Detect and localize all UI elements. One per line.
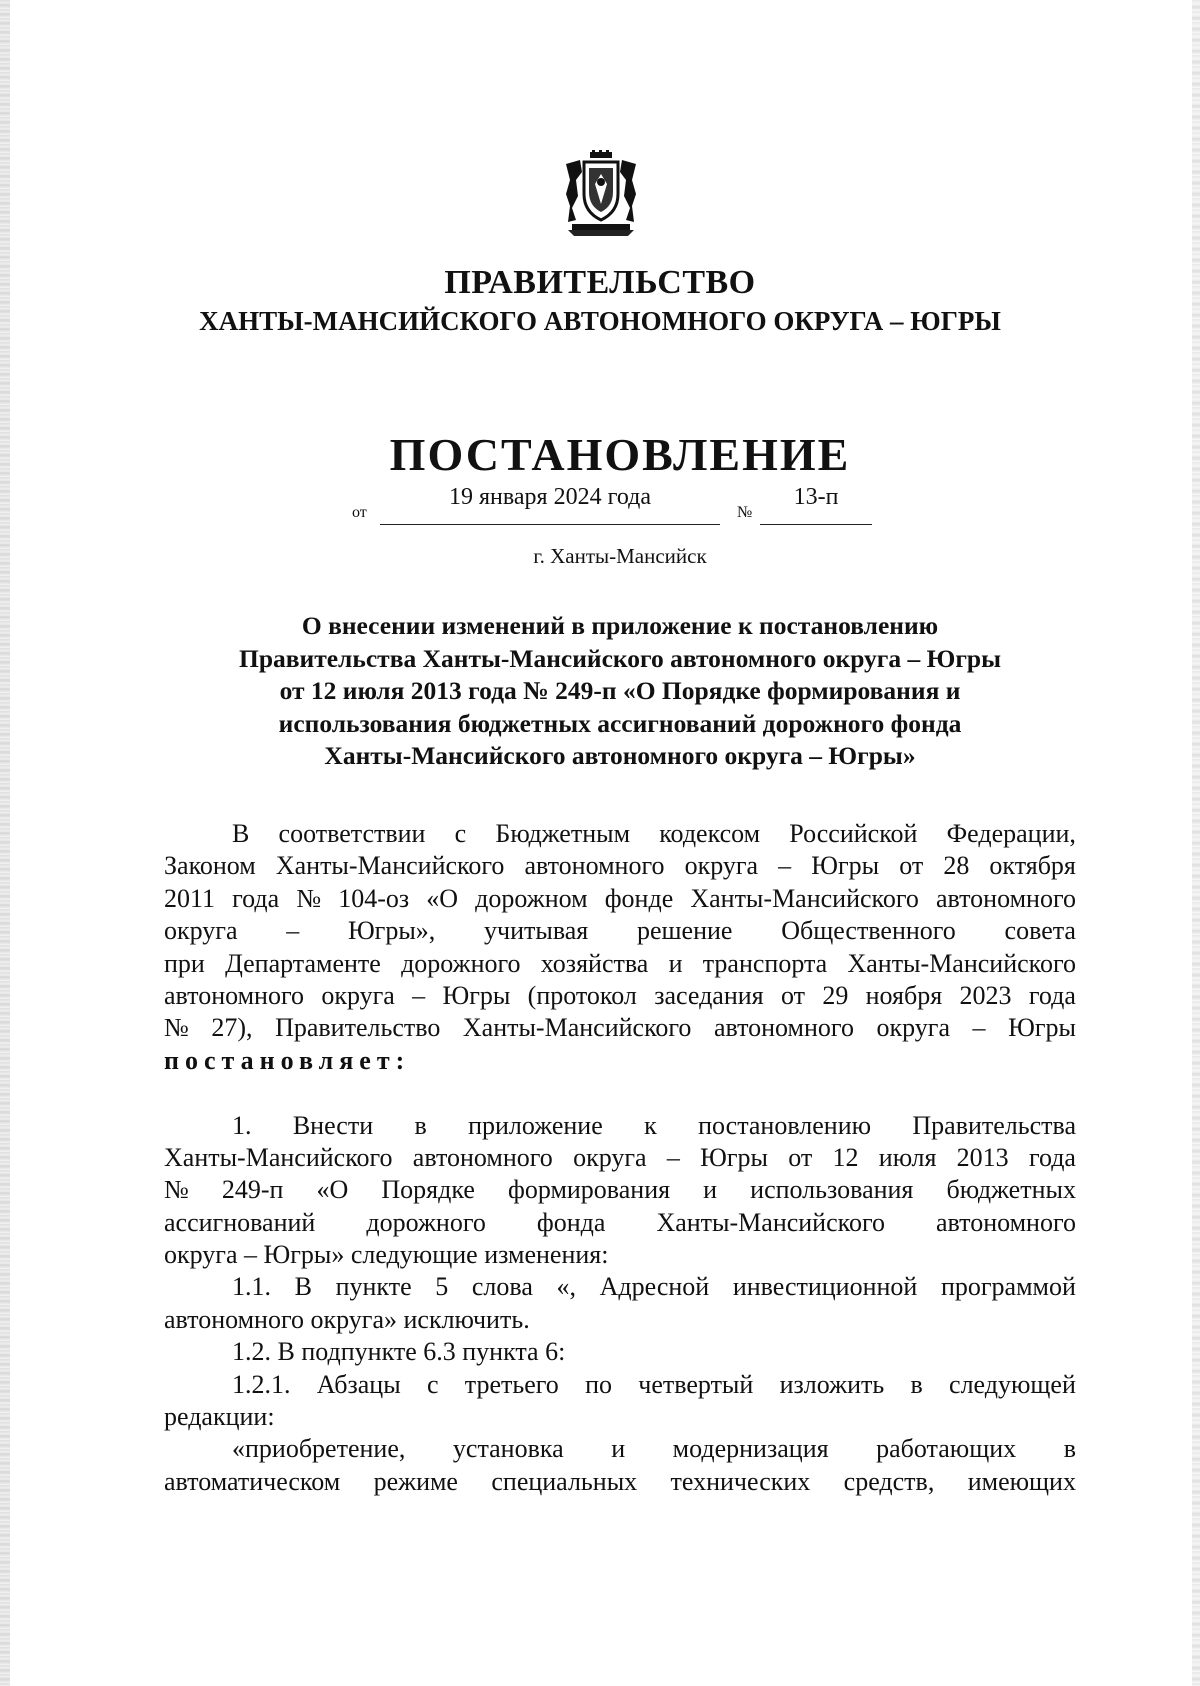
- item-line: [164, 1271, 1076, 1303]
- word: округа: [164, 916, 238, 946]
- word: режиме: [373, 1466, 458, 1496]
- quote-line: [164, 1466, 1076, 1498]
- word: решение: [637, 916, 733, 946]
- date-number-line: [0, 484, 1200, 524]
- word: Абзацы: [316, 1369, 401, 1399]
- word: автоматическом: [164, 1466, 341, 1496]
- word: совета: [1004, 916, 1076, 946]
- word: «,: [556, 1272, 576, 1302]
- word: установка: [452, 1434, 564, 1464]
- word: с: [426, 1369, 439, 1399]
- word: Югры: [442, 980, 511, 1010]
- scan-edge-right: [1192, 0, 1200, 1686]
- word: фонде: [604, 883, 674, 913]
- word: «О: [316, 1175, 349, 1205]
- word: В: [294, 1272, 312, 1302]
- word: Внести: [292, 1110, 374, 1140]
- word: следующей: [949, 1369, 1076, 1399]
- word: учитывая: [484, 916, 589, 946]
- word: округа: [684, 851, 759, 881]
- word: Ханты-Мансийского: [690, 883, 919, 913]
- item-line: [164, 1369, 1076, 1401]
- heading-line: от 12 июля 2013 года № 249-п «О Порядке формирования и: [279, 676, 961, 705]
- word: и: [668, 948, 683, 978]
- word: с: [454, 819, 467, 848]
- word: Адресной: [599, 1272, 710, 1302]
- word: 1.2.1.: [232, 1369, 291, 1399]
- word: Законом: [164, 851, 256, 881]
- resolves-word: постановляет:: [164, 1045, 411, 1075]
- number-prefix: №: [737, 504, 753, 521]
- item-line: [164, 1207, 1076, 1239]
- word: в: [414, 1110, 427, 1140]
- word: 12: [832, 1142, 859, 1172]
- word: 28: [943, 851, 970, 881]
- word: года: [232, 883, 280, 913]
- word: года: [1028, 980, 1076, 1010]
- word: четвертый: [638, 1369, 754, 1399]
- preamble-line: [164, 1012, 1076, 1044]
- word: Департаменте: [225, 948, 381, 978]
- word: №: [164, 1013, 189, 1043]
- word: Югры: [700, 1142, 768, 1172]
- word: инвестиционной: [732, 1272, 918, 1302]
- word: В: [232, 819, 250, 848]
- item-line: [164, 1142, 1076, 1174]
- word: округа: [321, 980, 395, 1010]
- word: и: [703, 1175, 718, 1205]
- word: от: [780, 980, 805, 1010]
- word: 1.: [232, 1110, 252, 1140]
- word: технических: [670, 1466, 811, 1496]
- word: Югры»,: [347, 916, 436, 946]
- word: модернизация: [672, 1434, 829, 1464]
- scan-edge-left: [0, 0, 10, 1686]
- word: фонда: [536, 1207, 606, 1237]
- word: №: [164, 1175, 189, 1205]
- word: –: [412, 980, 426, 1010]
- word: (протокол: [527, 980, 637, 1010]
- word: слова: [471, 1272, 533, 1302]
- word: Ханты-Мансийского: [847, 948, 1076, 978]
- word: Федерации,: [946, 819, 1076, 848]
- word: 27),: [211, 1013, 253, 1043]
- word: от: [788, 1142, 813, 1172]
- word: формирования: [507, 1175, 671, 1205]
- word: Правительства: [912, 1110, 1076, 1140]
- word: автономного: [713, 1013, 854, 1043]
- city: г. Ханты-Мансийск: [533, 544, 707, 568]
- date-prefix: от: [352, 504, 367, 521]
- item-line: округа – Югры» следующие изменения:: [164, 1240, 609, 1270]
- word: средств,: [843, 1466, 935, 1496]
- word: «О: [426, 883, 459, 913]
- word: автономного: [412, 1142, 553, 1172]
- coat-of-arms-icon: [562, 150, 640, 236]
- word: –: [778, 851, 792, 881]
- word: №: [296, 883, 322, 913]
- word: от: [899, 851, 924, 881]
- document-number: 13-п: [793, 484, 839, 510]
- paragraph-spacer: [164, 1077, 1076, 1109]
- word: дорожном: [475, 883, 588, 913]
- word: автономного: [936, 1207, 1076, 1237]
- word: 104-оз: [338, 883, 410, 913]
- word: Общественного: [781, 916, 956, 946]
- word: имеющих: [967, 1466, 1076, 1496]
- word: –: [286, 916, 300, 946]
- word: при: [164, 948, 205, 978]
- preamble-line: [164, 883, 1076, 915]
- word: Российской: [789, 819, 918, 848]
- word: транспорта: [702, 948, 828, 978]
- word: 2011: [164, 883, 216, 913]
- word: Ханты-Мансийского: [462, 1013, 692, 1043]
- word: Югры: [811, 851, 880, 881]
- word: округа: [876, 1013, 950, 1043]
- heading-line: использования бюджетных ассигнований дорожного фонда: [278, 708, 962, 738]
- word: приложение: [468, 1110, 603, 1140]
- number-underline: [760, 524, 872, 525]
- org-title: ПРАВИТЕЛЬСТВО: [444, 264, 756, 301]
- word: 29: [822, 980, 849, 1010]
- word: изложить: [779, 1369, 885, 1399]
- word: и: [611, 1434, 626, 1464]
- word: 249-п: [221, 1175, 284, 1205]
- word: соответствии: [278, 819, 426, 848]
- quote-line: [164, 1433, 1076, 1465]
- word: октября: [989, 851, 1076, 881]
- item-line: [164, 1110, 1076, 1142]
- word: Ханты-Мансийского: [275, 851, 505, 881]
- document-heading: [150, 610, 1090, 773]
- word: ноября: [865, 980, 943, 1010]
- word: пункте: [335, 1272, 412, 1302]
- word: постановлению: [698, 1110, 872, 1140]
- item-line: 1.2. В подпункте 6.3 пункта 6:: [232, 1337, 566, 1367]
- word: по: [585, 1369, 612, 1399]
- word: Правительство: [275, 1013, 441, 1043]
- word: ассигнований: [164, 1207, 316, 1237]
- word: автономного: [524, 851, 665, 881]
- item-line: автономного округа» исключить.: [164, 1304, 530, 1334]
- heading-line: О внесении изменений в приложение к постановлению: [301, 611, 939, 640]
- org-subtitle: ХАНТЫ-МАНСИЙСКОГО АВТОНОМНОГО ОКРУГА – ЮГРЫ: [199, 306, 1001, 336]
- word: кодексом: [659, 819, 761, 848]
- word: в: [1063, 1434, 1076, 1464]
- document-type: ПОСТАНОВЛЕНИЕ: [389, 429, 851, 480]
- word: программой: [940, 1272, 1076, 1302]
- word: третьего: [464, 1369, 559, 1399]
- word: хозяйства: [540, 948, 649, 978]
- word: 5: [435, 1272, 449, 1302]
- preamble-line: [164, 818, 1076, 850]
- word: в: [910, 1369, 923, 1399]
- word: –: [666, 1142, 680, 1172]
- word: Порядке: [381, 1175, 475, 1205]
- word: года: [1028, 1142, 1076, 1172]
- word: Бюджетным: [495, 819, 631, 848]
- word: 1.1.: [232, 1272, 271, 1302]
- word: работающих: [876, 1434, 1017, 1464]
- word: специальных: [491, 1466, 638, 1496]
- word: к: [644, 1110, 657, 1140]
- word: дорожного: [366, 1207, 486, 1237]
- preamble-line: [164, 948, 1076, 980]
- item-line: редакции:: [164, 1402, 275, 1432]
- word: Ханты-Мансийского: [656, 1207, 885, 1237]
- word: 2013: [956, 1142, 1009, 1172]
- preamble-line: [164, 850, 1076, 882]
- word: использования: [750, 1175, 914, 1205]
- word: заседания: [654, 980, 764, 1010]
- date-underline: [380, 524, 720, 525]
- word: дорожного: [401, 948, 521, 978]
- word: округа: [573, 1142, 647, 1172]
- word: автономного: [935, 883, 1076, 913]
- word: автономного: [164, 980, 304, 1010]
- word: Ханты-Мансийского: [164, 1142, 393, 1172]
- word: бюджетных: [946, 1175, 1076, 1205]
- word: –: [972, 1013, 986, 1043]
- item-line: [164, 1174, 1076, 1206]
- preamble-line: [164, 980, 1076, 1012]
- document-body: [164, 818, 1076, 1498]
- heading-line: Ханты-Мансийского автономного округа – Югры»: [324, 741, 916, 770]
- document-date: 19 января 2024 года: [448, 484, 651, 510]
- word: «приобретение,: [232, 1434, 406, 1464]
- preamble-line: [164, 915, 1076, 947]
- word: Югры: [1008, 1013, 1076, 1043]
- word: 2023: [959, 980, 1012, 1010]
- heading-line: Правительства Ханты-Мансийского автономного округа – Югры: [238, 643, 1001, 673]
- word: июля: [878, 1142, 937, 1172]
